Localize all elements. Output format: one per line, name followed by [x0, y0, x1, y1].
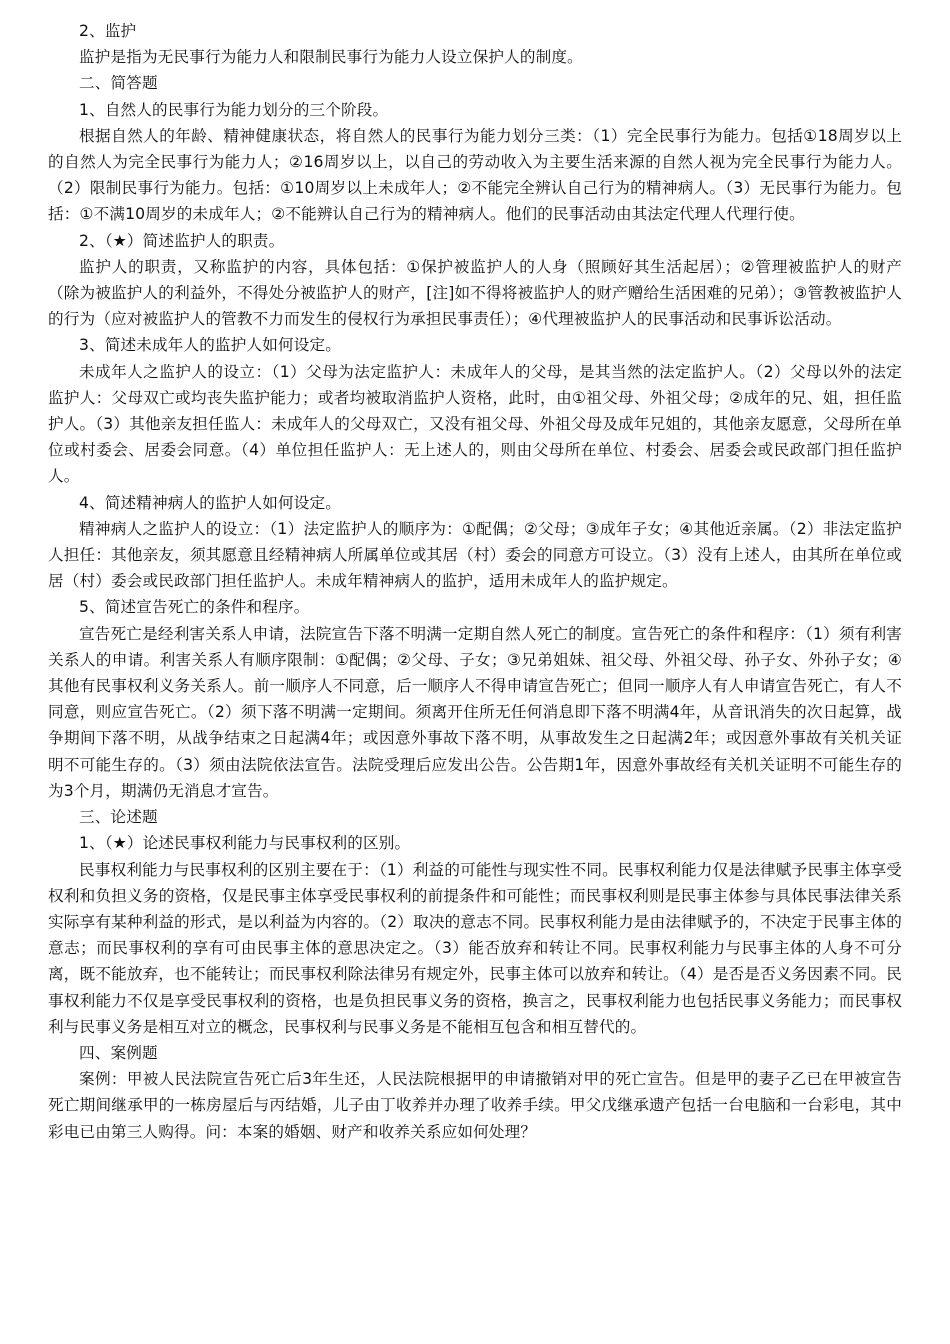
- question-heading: 5、简述宣告死亡的条件和程序。: [79, 598, 310, 617]
- section-heading: 二、简答题: [79, 74, 158, 93]
- section-heading: 四、案例题: [79, 1043, 158, 1062]
- question-heading: 4、简述精神病人的监护人如何设定。: [79, 493, 341, 512]
- question-heading: 1、（★）论述民事权利能力与民事权利的区别。: [79, 834, 411, 853]
- answer-paragraph: 根据自然人的年龄、精神健康状态，将自然人的民事行为能力划分三类：（1）完全民事行为能力。包括①18周岁以上的自然人为完全民事行为能力人；②16周岁以上，以自己的劳动收入为主要生活来源的自然人视为完全民事行为能力人。（2）限制民事行为能力。包括：①10周岁以上未成年人；②不能完全辨认自己行为的精神病人。（3）无民事行为能力。包括：①不满10周岁的未成年人；②不能辨认自己行为的精神病人。他们的民事活动由其法定代理人代理行使。: [48, 126, 902, 224]
- case-paragraph: 案例：甲被人民法院宣告死亡后3年生还，人民法院根据甲的申请撤销对甲的死亡宣告。但是甲的妻子乙已在甲被宣告死亡期间继承甲的一栋房屋后与丙结婚，儿子由丁收养并办理了收养手续。甲父戊继承遗产包括一台电脑和一台彩电，其中彩电已由第三人购得。问：本案的婚姻、财产和收养关系应如何处理？: [48, 1070, 902, 1141]
- answer-paragraph: 监护人的职责，又称监护的内容，具体包括：①保护被监护人的人身（照顾好其生活起居）；②管理被监护人的财产（除为被监护人的利益外，不得处分被监护人的财产，[注]如不得将被监护人的财产赠给生活困难的兄弟）；③管教被监护人的行为（应对被监护人的管教不力而发生的侵权行为承担民事责任）；④代理被监护人的民事活动和民事诉讼活动。: [48, 257, 902, 329]
- question-heading: 2、（★）简述监护人的职责。: [79, 231, 285, 250]
- answer-paragraph: 精神病人之监护人的设立：（1）法定监护人的顺序为：①配偶；②父母；③成年子女；④其他近亲属。（2）非法定监护人担任：其他亲友，须其愿意且经精神病人所属单位或其居（村）委会的同意方可设立。（3）没有上述人，由其所在单位或居（村）委会或民政部门担任监护人。未成年精神病人的监护，适用未成年人的监护规定。: [48, 519, 902, 591]
- paragraph: 监护是指为无民事行为能力人和限制民事行为能力人设立保护人的制度。: [79, 48, 583, 67]
- question-heading: 3、简述未成年人的监护人如何设定。: [79, 336, 341, 355]
- section-heading: 2、监护: [79, 22, 137, 40]
- section-heading: 三、论述题: [79, 808, 158, 827]
- answer-paragraph: 宣告死亡是经利害关系人申请，法院宣告下落不明满一定期自然人死亡的制度。宣告死亡的条件和程序：（1）须有利害关系人的申请。利害关系人有顺序限制：①配偶；②父母、子女；③兄弟姐妹、祖父母、外祖父母、孙子女、外孙子女；④其他有民事权利义务关系人。前一顺序人不同意，后一顺序人不得申请宣告死亡；但同一顺序人有人申请宣告死亡，有人不同意，则应宣告死亡。（2）须下落不明满一定期间。须离开住所无任何消息即下落不明满4年，从音讯消失的次日起算，战争期间下落不明，从战争结束之日起满4年；或因意外事故下落不明，从事故发生之日起满2年；或因意外事故有关机关证明不可能生存的。（3）须由法院依法宣告。法院受理后应发出公告。公告期1年，因意外事故经有关机关证明不可能生存的为3个月，期满仍无消息才宣告。: [48, 624, 902, 800]
- question-heading: 1、自然人的民事行为能力划分的三个阶段。: [79, 100, 389, 119]
- answer-paragraph: 未成年人之监护人的设立：（1）父母为法定监护人：未成年人的父母，是其当然的法定监护人。（2）父母以外的法定监护人：父母双亡或均丧失监护能力；或者均被取消监护人资格，此时，由①祖父母、外祖父母；②成年的兄、姐，担任监护人。（3）其他亲友担任监人：未成年人的父母双亡，又没有祖父母、外祖父母及成年兄姐的，其他亲友愿意，父母所在单位或村委会、居委会同意。（4）单位担任监护人：无上述人的，则由父母所在单位、村委会、居委会或民政部门担任监护人。: [48, 362, 902, 486]
- answer-paragraph: 民事权利能力与民事权利的区别主要在于：（1）利益的可能性与现实性不同。民事权利能力仅是法律赋予民事主体享受权利和负担义务的资格，仅是民事主体享受民事权利的前提条件和可能性；而民事权利则是民事主体参与具体民事法律关系实际享有某种利益的形式，是以利益为内容的。（2）取决的意志不同。民事权利能力是由法律赋予的，不决定于民事主体的意志；而民事权利的享有可由民事主体的意思决定之。（3）能否放弃和转让不同。民事权利能力与民事主体的人身不可分离，既不能放弃，也不能转让；而民事权利除法律另有规定外，民事主体可以放弃和转让。（4）是否是否义务因素不同。民事权利能力不仅是享受民事权利的资格，也是负担民事义务的资格，换言之，民事权利能力也包括民事义务能力；而民事权利与民事义务是相互对立的概念，民事权利与民事义务是不能相互包含和相互替代的。: [48, 860, 902, 1036]
